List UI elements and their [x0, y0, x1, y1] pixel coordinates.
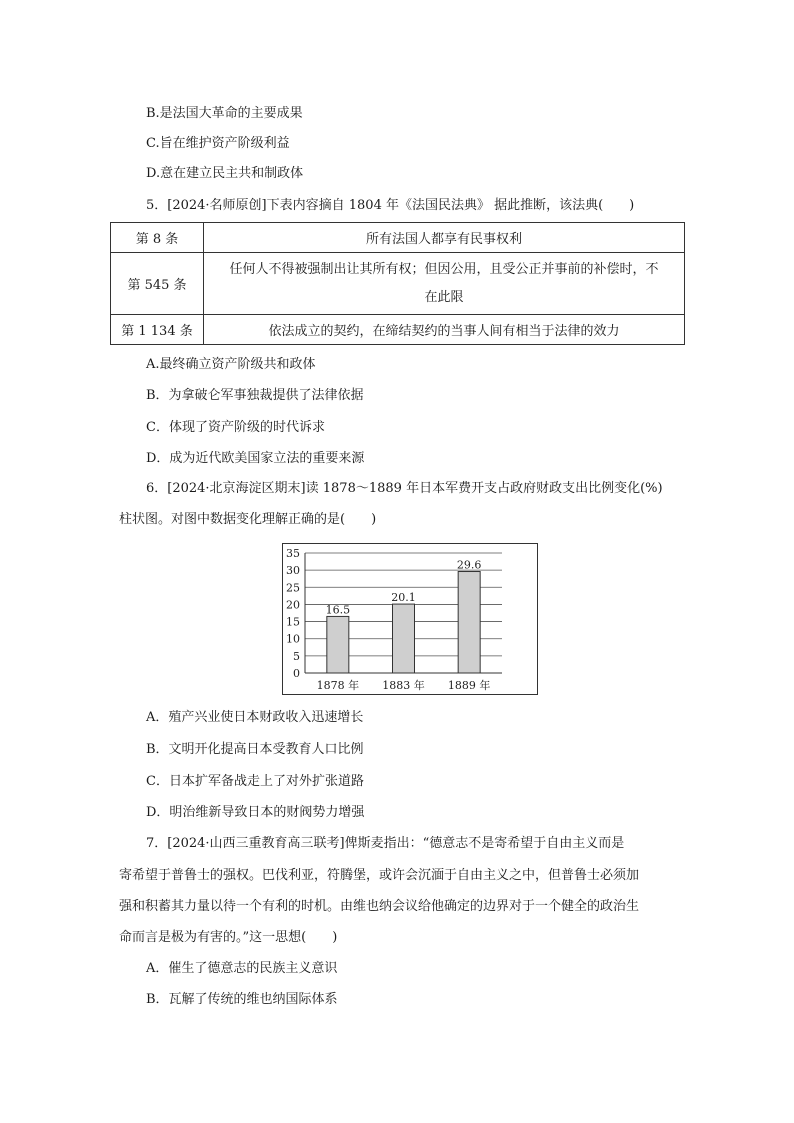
data-label: 20.1 — [391, 591, 416, 605]
q6-option-c: C．日本扩军备战走上了对外扩张道路 — [146, 774, 364, 789]
y-tick-label: 5 — [293, 649, 300, 663]
table-row — [111, 223, 685, 253]
article-text-cell — [204, 253, 685, 315]
y-tick-label: 0 — [293, 667, 300, 680]
article-text-cell — [204, 223, 685, 253]
x-tick-label: 1883 年 — [382, 679, 425, 692]
q7-stem-line2: 寄希望于普鲁士的强权。巴伐利亚，符腾堡，或许会沉湎于自由主义之中，但普鲁士必须加 — [119, 868, 640, 883]
y-tick-label: 35 — [286, 547, 300, 560]
q6-option-d: D．明治维新导致日本的财阀势力增强 — [146, 805, 365, 820]
y-tick-label: 15 — [286, 615, 300, 629]
article-text: 在此限 — [424, 289, 464, 305]
civil-code-table — [110, 222, 685, 345]
q5-option-a: A.最终确立资产阶级共和政体 — [146, 357, 316, 372]
article-text-cell — [204, 315, 685, 345]
article-text: 依法成立的契约，在缔结契约的当事人间有相当于法律的效力 — [268, 324, 620, 339]
bar — [458, 572, 480, 673]
q7-stem-line4: 命而言是极为有害的。”这一思想( ) — [119, 930, 338, 945]
article-text: 任何人不得被强制出让其所有权；但因公用，且受公正并事前的补偿时，不 — [229, 261, 659, 277]
article-cell: 第 8 条 — [111, 223, 204, 253]
q5-option-c: C．体现了资产阶级的时代诉求 — [146, 420, 325, 435]
article-text: 所有法国人都享有民事权利 — [365, 232, 522, 247]
q5-option-d: D．成为近代欧美国家立法的重要来源 — [146, 451, 365, 466]
y-tick-label: 30 — [286, 564, 300, 578]
q7-option-a: A．催生了德意志的民族主义意识 — [146, 961, 338, 976]
bar — [393, 604, 415, 673]
q6-option-b: B．文明开化提高日本受教育人口比例 — [146, 742, 364, 757]
x-tick-label: 1878 年 — [316, 679, 360, 692]
data-label: 29.6 — [456, 558, 482, 572]
table-row — [111, 315, 685, 345]
q7-option-b: B．瓦解了传统的维也纳国际体系 — [146, 992, 338, 1007]
x-tick-label: 1889 年 — [447, 679, 491, 692]
military-spending-bar-chart — [282, 543, 538, 695]
q6-stem-line1: 6．[2024·北京海淀区期末]读 1878～1889 年日本军费开支占政府财政支出比例变化(%) — [146, 481, 663, 496]
q6-stem-line2: 柱状图。对图中数据变化理解正确的是( ) — [119, 512, 377, 527]
y-tick-label: 25 — [286, 581, 300, 595]
y-tick-label: 10 — [286, 632, 300, 646]
q4-option-b: B.是法国大革命的主要成果 — [146, 106, 303, 121]
table-row — [111, 253, 685, 315]
bar — [327, 616, 349, 673]
q5-option-b: B．为拿破仑军事独裁提供了法律依据 — [146, 388, 364, 403]
data-label: 16.5 — [325, 603, 351, 617]
y-tick-label: 20 — [286, 598, 300, 612]
article-cell: 第 1 134 条 — [111, 315, 204, 345]
q7-stem-line1: 7．[2024·山西三重教育高三联考]俾斯麦指出：“德意志不是寄希望于自由主义而是 — [146, 836, 625, 851]
q4-option-d: D.意在建立民主共和制政体 — [146, 166, 304, 181]
q7-stem-line3: 强和积蓄其力量以待一个有利的时机。由维也纳会议给他确定的边界对于一个健全的政治生 — [119, 899, 640, 914]
q4-option-c: C.旨在维护资产阶级利益 — [146, 136, 290, 151]
article-cell: 第 545 条 — [111, 253, 204, 315]
q5-stem: 5．[2024·名师原创]下表内容摘自 1804 年《法国民法典》 据此推断，该法典( ) — [146, 198, 635, 213]
q6-option-a: A．殖产兴业使日本财政收入迅速增长 — [146, 710, 364, 725]
